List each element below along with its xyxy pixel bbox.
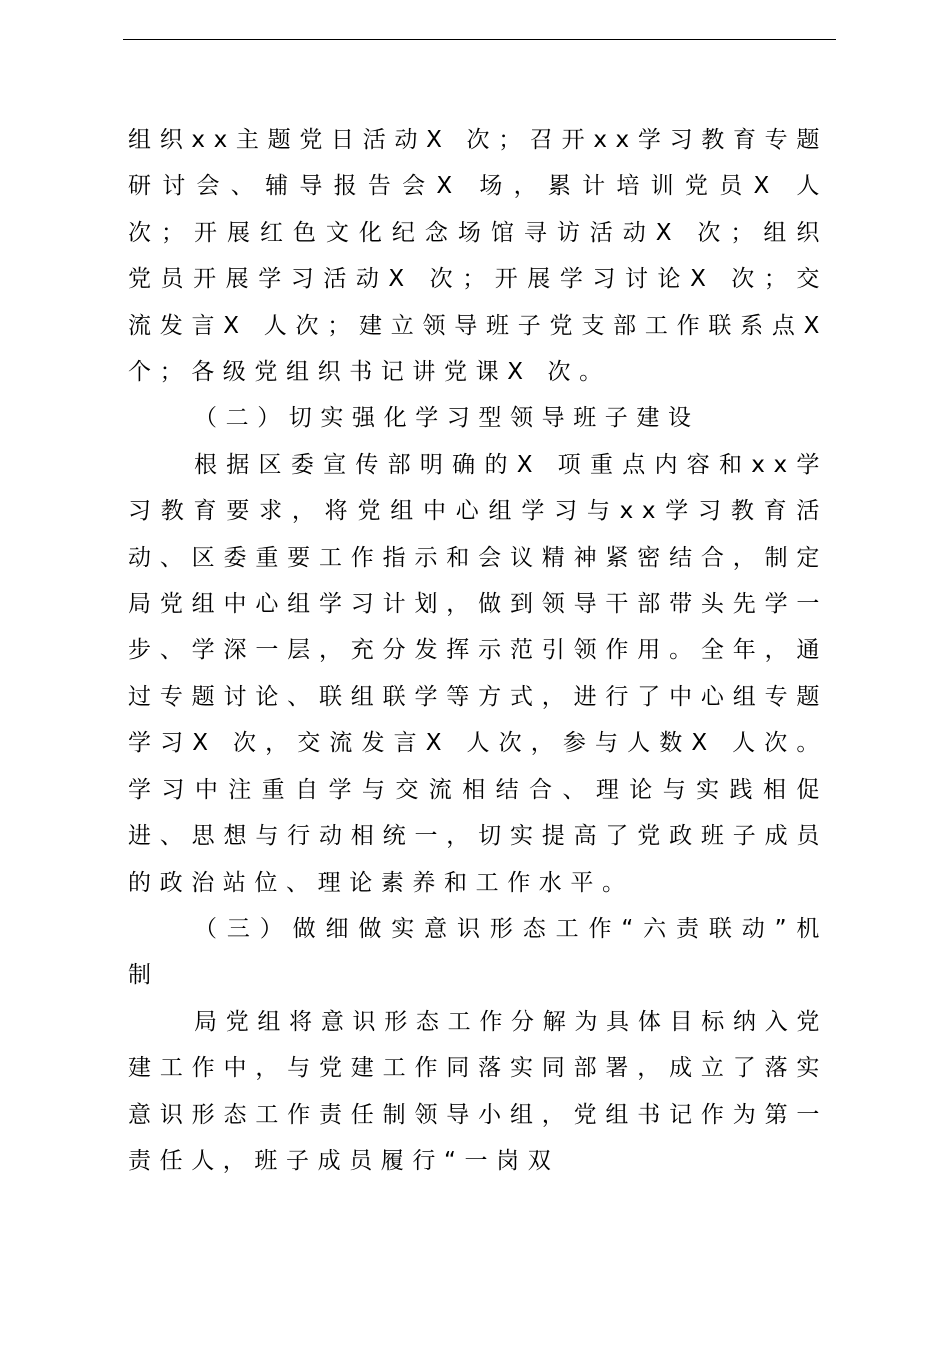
header-rule (123, 39, 836, 40)
section-heading: （二）切实强化学习型领导班子建设 (194, 405, 700, 432)
section-heading: （三）做细做实意识形态工作“六责联动”机制 (128, 915, 828, 989)
body-paragraph: 根据区委宣传部明确的X 项重点内容和xx学习教育要求，将党组中心组学习与xx学习教育活动、区委重要工作指示和会议精神紧密结合，制定局党组中心组学习计划，做到领导干部带头先学一步、学深一层，充分发挥示范引领作用。全年，通过专题讨论、联组联学等方式，进行了中心组专题学习X 次，交流发言X 人次，参与人数X 人次。学习中注重自学与交流相结合、理论与实践相促进、思想与行动相统一，切实提高了党政班子成员的政治站位、理论素养和工作水平。 (128, 451, 828, 896)
body-paragraph: 组织xx主题党日活动X 次；召开xx学习教育专题研讨会、辅导报告会X 场，累计培训党员X 人次；开展红色文化纪念场馆寻访活动X 次；组织党员开展学习活动X 次；开展学习讨论X 次；交流发言X 人次；建立领导班子党支部工作联系点X 个；各级党组织书记讲党课X 次。 (128, 127, 828, 386)
body-paragraph: 局党组将意识形态工作分解为具体目标纳入党建工作中，与党建工作同落实同部署，成立了落实意识形态工作责任制领导小组，党组书记作为第一责任人，班子成员履行“一岗双 (128, 1008, 828, 1174)
document-body (128, 117, 828, 1184)
